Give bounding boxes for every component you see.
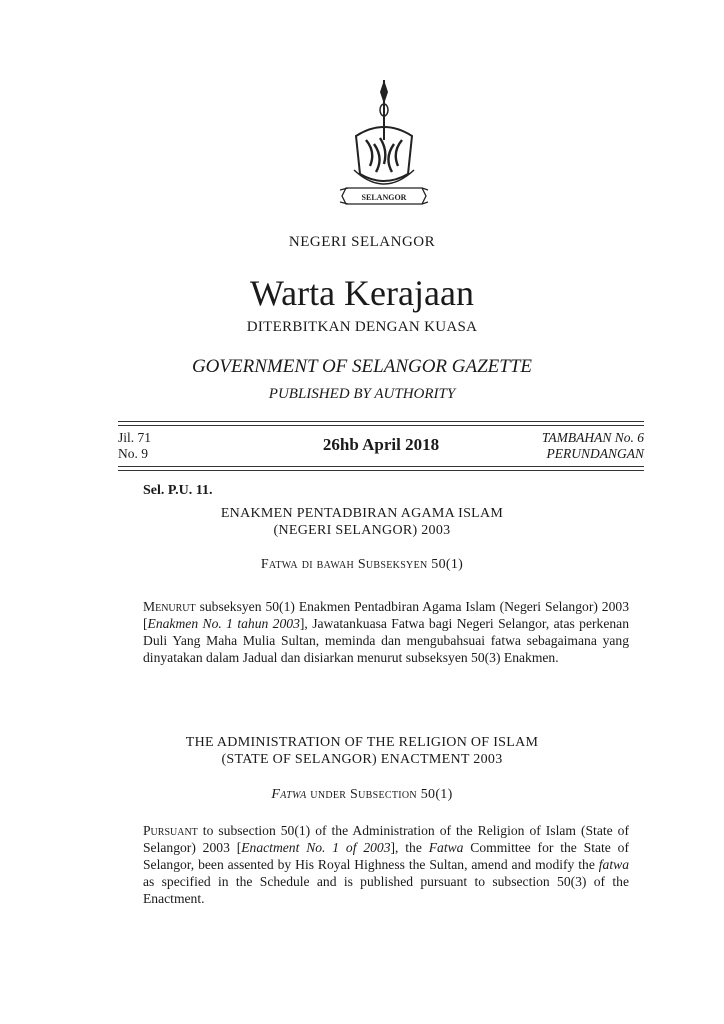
enactment-ref-ms: Enakmen No. 1 tahun 2003 — [147, 616, 300, 631]
fatwa-italic-2: fatwa — [598, 857, 629, 872]
body-ms-part2: ], Jawatankuasa Fatwa bagi Negeri Selangor, atas perkenan Duli Yang Maha Mulia Sultan, meminda dan mengubahsuai fatwa sebagaimana yang dinyatakan dalam Jadual dan disiarkan menurut subseksyen 50(3) Enakmen. — [143, 616, 629, 665]
notice-reference: Sel. P.U. 11. — [143, 483, 213, 498]
bottom-rule — [118, 466, 644, 467]
authority-ms: DITERBITKAN DENGAN KUASA — [246, 319, 478, 335]
body-ms-part1: subseksyen 50(1) Enakmen Pentadbiran Agama Islam (Negeri Selangor) 2003 [ — [143, 599, 629, 631]
authority-en: PUBLISHED BY AUTHORITY — [268, 386, 456, 402]
enactment-title-ms-line2: (NEGERI SELANGOR) 2003 — [273, 523, 451, 538]
top-rule-2 — [118, 425, 644, 426]
body-en-part2: ], the — [390, 840, 429, 855]
issue-date: 26hb April 2018 — [322, 435, 440, 454]
enactment-title-en-line1: THE ADMINISTRATION OF THE RELIGION OF ISLAM — [185, 735, 539, 750]
subtitle-en-rest: under Subsection 50(1) — [306, 787, 453, 802]
lead-word-ms: Menurut — [143, 599, 196, 614]
issue-number: No. 9 — [118, 446, 148, 461]
fatwa-subtitle-en — [0, 786, 724, 803]
enactment-title-ms — [0, 505, 724, 539]
gazette-title: Warta Kerajaan — [250, 273, 474, 313]
crest-label: SELANGOR — [361, 193, 407, 202]
state-name: NEGERI SELANGOR — [288, 234, 436, 250]
body-paragraph-ms — [143, 598, 629, 666]
issue-band — [118, 430, 644, 464]
body-paragraph-en — [143, 822, 629, 907]
body-en-part4: as specified in the Schedule and is published pursuant to subsection 50(3) of the Enactment. — [143, 874, 629, 906]
enactment-title-ms-line1: ENAKMEN PENTADBIRAN AGAMA ISLAM — [220, 506, 504, 521]
top-rule — [118, 421, 644, 422]
enactment-ref-en: Enactment No. 1 of 2003 — [241, 840, 391, 855]
bottom-rule-2 — [118, 470, 644, 471]
supplement-info — [542, 430, 644, 462]
lead-word-en: Pursuant — [143, 823, 198, 838]
enactment-title-en-line2: (STATE OF SELANGOR) ENACTMENT 2003 — [221, 752, 503, 767]
volume: Jil. 71 — [118, 430, 152, 445]
fatwa-subtitle-ms: Fatwa di bawah Subseksyen 50(1) — [260, 557, 464, 572]
body-en-part3: Committee for the State of Selangor, been assented by His Royal Highness the Sultan, amend and modify the — [143, 840, 629, 872]
selangor-crest-icon — [336, 78, 436, 210]
gazette-title-en: GOVERNMENT OF SELANGOR GAZETTE — [191, 356, 533, 377]
enactment-title-en — [0, 734, 724, 768]
fatwa-word-en: Fatwa — [271, 787, 307, 802]
category: PERUNDANGAN — [546, 446, 644, 461]
fatwa-italic-1: Fatwa — [428, 840, 464, 855]
supplement: TAMBAHAN No. 6 — [541, 430, 644, 445]
body-en-part1: to subsection 50(1) of the Administration of the Religion of Islam (State of Selangor) 2003 [ — [143, 823, 629, 855]
